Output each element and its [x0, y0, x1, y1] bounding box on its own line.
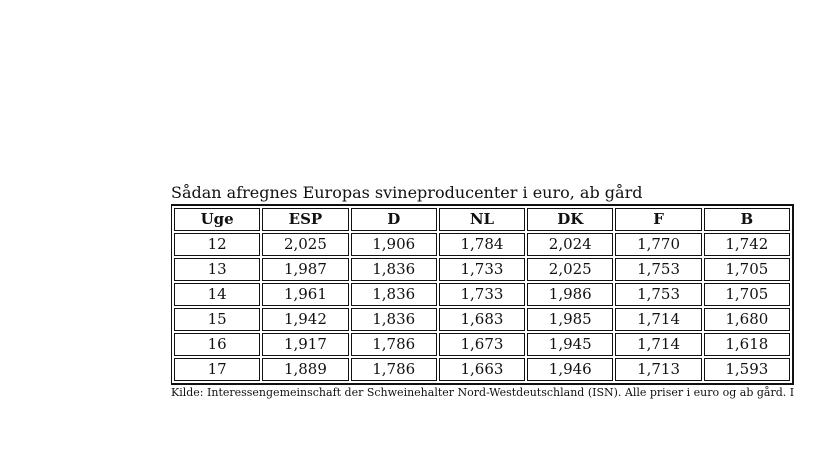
table-cell: 1,733 — [439, 283, 525, 306]
table-cell: 1,786 — [351, 333, 437, 356]
table-cell: 1,753 — [615, 283, 701, 306]
table-row — [174, 258, 790, 281]
table-cell: 1,753 — [615, 258, 701, 281]
table-cell: 1,786 — [351, 358, 437, 381]
table-row — [174, 283, 790, 306]
table-cell: 14 — [174, 283, 260, 306]
table-cell: 16 — [174, 333, 260, 356]
column-header-dk: DK — [527, 208, 613, 231]
table-cell: 1,714 — [615, 333, 701, 356]
column-header-d: D — [351, 208, 437, 231]
table-cell: 2,024 — [527, 233, 613, 256]
source-note: Kilde: Interessengemeinschaft der Schweinehalter Nord-Westdeutschland (ISN). Alle priser i euro og ab gård. I — [171, 386, 795, 399]
table-cell: 1,705 — [704, 283, 790, 306]
table-cell: 2,025 — [262, 233, 348, 256]
table-cell: 1,985 — [527, 308, 613, 331]
table-row — [174, 308, 790, 331]
table-cell: 1,889 — [262, 358, 348, 381]
table-cell: 1,836 — [351, 308, 437, 331]
column-header-nl: NL — [439, 208, 525, 231]
table-cell: 1,618 — [704, 333, 790, 356]
table-row — [174, 358, 790, 381]
document-excerpt — [171, 183, 840, 400]
table-cell: 17 — [174, 358, 260, 381]
table-cell: 1,784 — [439, 233, 525, 256]
table-cell: 1,705 — [704, 258, 790, 281]
column-header-esp: ESP — [262, 208, 348, 231]
table-cell: 1,663 — [439, 358, 525, 381]
table-cell: 1,906 — [351, 233, 437, 256]
table-cell: 1,714 — [615, 308, 701, 331]
table-cell: 1,987 — [262, 258, 348, 281]
table-cell: 12 — [174, 233, 260, 256]
table-cell: 1,946 — [527, 358, 613, 381]
table-cell: 1,673 — [439, 333, 525, 356]
table-cell: 1,742 — [704, 233, 790, 256]
column-header-b: B — [704, 208, 790, 231]
column-header-f: F — [615, 208, 701, 231]
table-cell: 1,770 — [615, 233, 701, 256]
price-table — [171, 204, 794, 385]
table-cell: 13 — [174, 258, 260, 281]
table-cell: 1,680 — [704, 308, 790, 331]
table-cell: 1,836 — [351, 283, 437, 306]
table-cell: 1,961 — [262, 283, 348, 306]
table-header-row — [174, 208, 790, 231]
table-cell: 1,683 — [439, 308, 525, 331]
table-cell: 1,836 — [351, 258, 437, 281]
table-cell: 1,945 — [527, 333, 613, 356]
table-cell: 2,025 — [527, 258, 613, 281]
table-cell: 1,713 — [615, 358, 701, 381]
column-header-uge: Uge — [174, 208, 260, 231]
table-caption: Sådan afregnes Europas svineproducenter i euro, ab gård — [171, 183, 643, 202]
table-cell: 1,917 — [262, 333, 348, 356]
table-cell: 15 — [174, 308, 260, 331]
table-cell: 1,942 — [262, 308, 348, 331]
table-cell: 1,733 — [439, 258, 525, 281]
table-row — [174, 233, 790, 256]
table-cell: 1,593 — [704, 358, 790, 381]
table-row — [174, 333, 790, 356]
table-cell: 1,986 — [527, 283, 613, 306]
